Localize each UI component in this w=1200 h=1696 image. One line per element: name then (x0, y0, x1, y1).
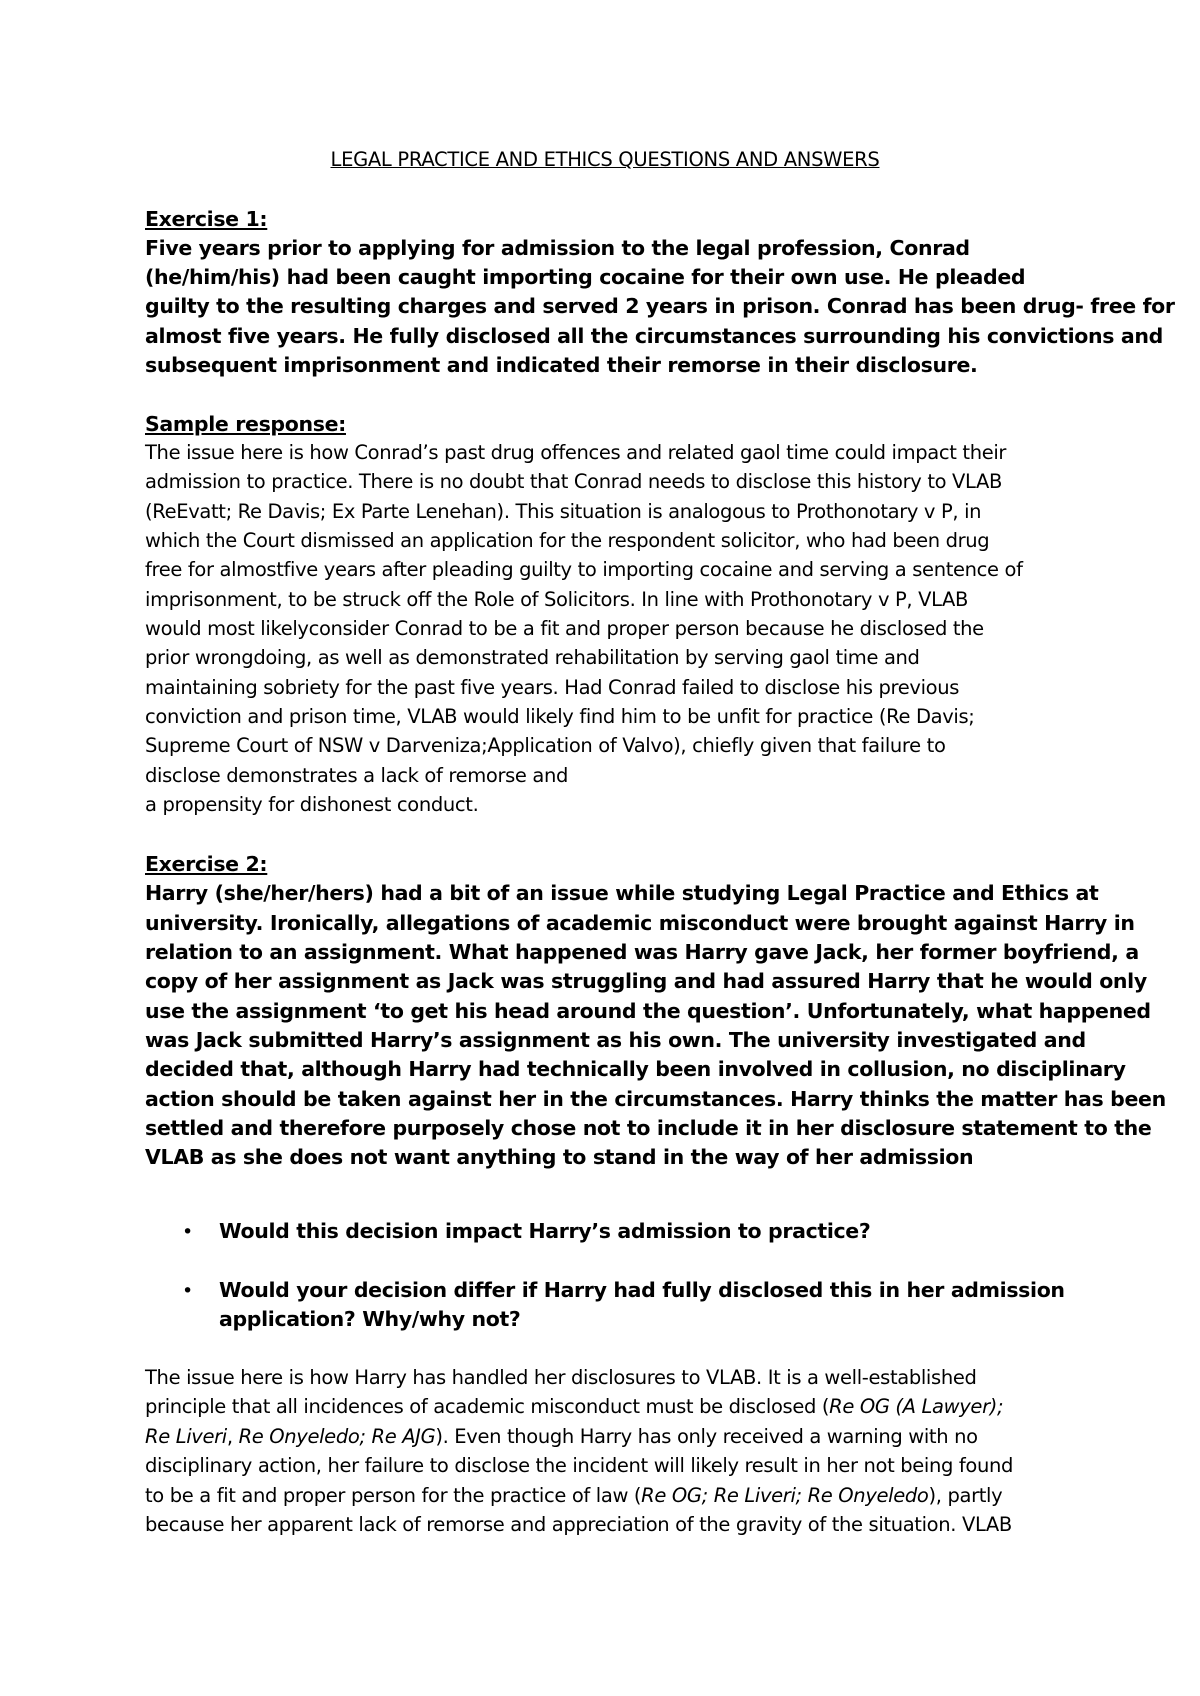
question-2-line: Would your decision differ if Harry had fully disclosed this in her admission (219, 1278, 1065, 1302)
exercise-2-line: relation to an assignment. What happened was Harry gave Jack, her former boyfriend, a (145, 940, 1139, 964)
sample-response-line: prior wrongdoing, as well as demonstrated rehabilitation by serving gaol time and (145, 646, 920, 669)
sample-response-line: (ReEvatt; Re Davis; Ex Parte Lenehan). This situation is analogous to Prothonotary v P, in (145, 500, 982, 523)
sample-response-line: which the Court dismissed an application for the respondent solicitor, who had been drug (145, 529, 990, 552)
exercise-2-line: Harry (she/her/hers) had a bit of an issue while studying Legal Practice and Ethics at (145, 881, 1099, 905)
exercise-2-line: settled and therefore purposely chose not to include it in her disclosure statement to the (145, 1116, 1152, 1140)
answer-line: disciplinary action, her failure to disclose the incident will likely result in her not being found (145, 1454, 1014, 1477)
case-citation: Re Liveri (145, 1425, 227, 1448)
exercise-2-line: decided that, although Harry had technically been involved in collusion, no disciplinary (145, 1057, 1126, 1081)
sample-response-line: maintaining sobriety for the past five years. Had Conrad failed to disclose his previous (145, 676, 960, 699)
case-citation: Re Onyeledo; Re AJG (238, 1425, 436, 1448)
answer-line: to be a fit and proper person for the practice of law (Re OG; Re Liveri; Re Onyeledo), partly (145, 1484, 1003, 1507)
exercise-1-line: Five years prior to applying for admission to the legal profession, Conrad (145, 236, 970, 260)
exercise-1-line: (he/him/his) had been caught importing cocaine for their own use. He pleaded (145, 265, 1026, 289)
exercise-1-line: subsequent imprisonment and indicated their remorse in their disclosure. (145, 353, 978, 377)
answer-line: because her apparent lack of remorse and appreciation of the gravity of the situation. VLAB (145, 1513, 1012, 1536)
answer-line: Re Liveri, Re Onyeledo; Re AJG). Even though Harry has only received a warning with no (145, 1425, 978, 1448)
case-citation: Re OG (A Lawyer); (829, 1395, 1004, 1418)
exercise-1-line: guilty to the resulting charges and served 2 years in prison. Conrad has been drug- free for (145, 294, 1175, 318)
sample-response-line: admission to practice. There is no doubt that Conrad needs to disclose this history to VLAB (145, 470, 1003, 493)
exercise-2-line: was Jack submitted Harry’s assignment as his own. The university investigated and (145, 1028, 1086, 1052)
sample-response-heading: Sample response: (145, 412, 346, 436)
exercise-1-heading: Exercise 1: (145, 207, 268, 231)
exercise-2-line: use the assignment ‘to get his head around the question’. Unfortunately, what happened (145, 999, 1151, 1023)
exercise-1-line: almost five years. He fully disclosed all the circumstances surrounding his convictions and (145, 324, 1163, 348)
sample-response-line: free for almostfive years after pleading guilty to importing cocaine and serving a sentence of (145, 558, 1023, 581)
exercise-2-line: VLAB as she does not want anything to stand in the way of her admission (145, 1145, 974, 1169)
bullet-icon: • (182, 1221, 194, 1243)
answer-line: The issue here is how Harry has handled her disclosures to VLAB. It is a well-established (145, 1366, 977, 1389)
case-citation: Re OG; Re Liveri; Re Onyeledo (641, 1484, 929, 1507)
sample-response-line: imprisonment, to be struck off the Role of Solicitors. In line with Prothonotary v P, VLAB (145, 588, 969, 611)
sample-response-line: a propensity for dishonest conduct. (145, 793, 479, 816)
exercise-2-line: copy of her assignment as Jack was struggling and had assured Harry that he would only (145, 969, 1147, 993)
bullet-icon: • (182, 1280, 194, 1302)
exercise-2-line: action should be taken against her in the circumstances. Harry thinks the matter has been (145, 1087, 1166, 1111)
sample-response-line: disclose demonstrates a lack of remorse and (145, 764, 569, 787)
sample-response-line: would most likelyconsider Conrad to be a fit and proper person because he disclosed the (145, 617, 984, 640)
document-title: LEGAL PRACTICE AND ETHICS QUESTIONS AND ANSWERS (330, 148, 880, 171)
sample-response-line: conviction and prison time, VLAB would likely find him to be unfit for practice (Re Davis; (145, 705, 975, 728)
exercise-2-line: university. Ironically, allegations of academic misconduct were brought against Harry in (145, 911, 1135, 935)
question-1: Would this decision impact Harry’s admission to practice? (219, 1219, 871, 1243)
sample-response-line: The issue here is how Conrad’s past drug offences and related gaol time could impact their (145, 441, 1007, 464)
sample-response-line: Supreme Court of NSW v Darveniza;Application of Valvo), chiefly given that failure to (145, 734, 946, 757)
answer-line: principle that all incidences of academic misconduct must be disclosed (Re OG (A Lawyer); (145, 1395, 1004, 1418)
exercise-2-heading: Exercise 2: (145, 852, 268, 876)
question-2-line: application? Why/why not? (219, 1307, 521, 1331)
